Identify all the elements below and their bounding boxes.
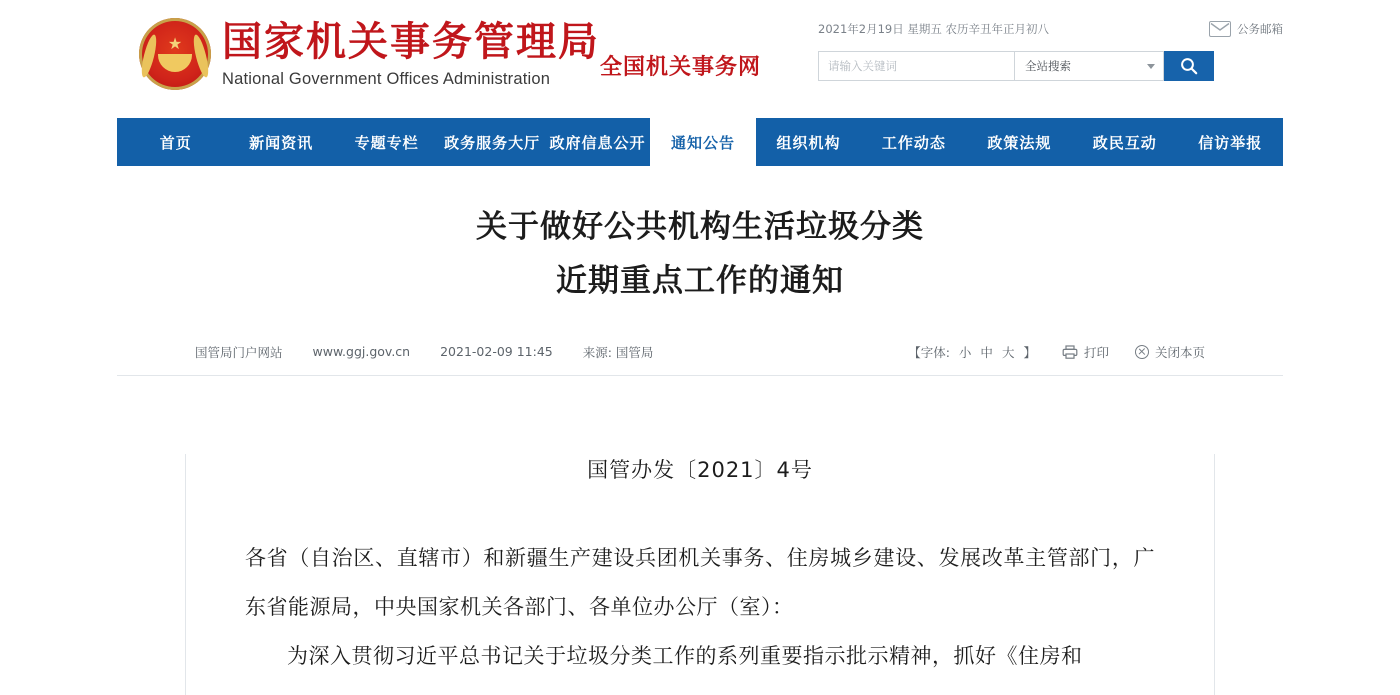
national-emblem-icon: ★ bbox=[139, 18, 211, 90]
font-size-label-end: 】 bbox=[1023, 344, 1036, 360]
close-circle-icon bbox=[1135, 345, 1149, 359]
nav-item-8[interactable]: 政策法规 bbox=[987, 133, 1052, 152]
search-icon bbox=[1179, 56, 1199, 76]
nav-item-5[interactable]: 通知公告 bbox=[650, 118, 755, 166]
meta-datetime: 2021-02-09 11:45 bbox=[440, 344, 553, 359]
nav-item-1[interactable]: 新闻资讯 bbox=[249, 133, 314, 152]
nav-item-6[interactable]: 组织机构 bbox=[776, 133, 841, 152]
search-input[interactable] bbox=[818, 51, 1014, 81]
site-header bbox=[117, 0, 1283, 118]
current-date-text: 2021年2月19日 星期五 农历辛丑年正月初八 bbox=[818, 22, 1050, 36]
site-title-cn: 国家机关事务管理局 bbox=[222, 19, 600, 65]
nav-item-7[interactable]: 工作动态 bbox=[881, 133, 946, 152]
search-scope-select[interactable] bbox=[1014, 51, 1164, 81]
meta-source-site: 国管局门户网站 bbox=[195, 344, 283, 360]
site-search bbox=[818, 51, 1283, 81]
header-top-row bbox=[818, 18, 1283, 40]
envelope-icon bbox=[1209, 21, 1231, 37]
close-page-label: 关闭本页 bbox=[1154, 344, 1205, 360]
nav-item-10[interactable]: 信访举报 bbox=[1198, 133, 1263, 152]
font-size-small[interactable]: 小 bbox=[958, 344, 972, 360]
nav-item-4[interactable]: 政府信息公开 bbox=[549, 133, 646, 152]
sub-brand-label: 全国机关事务网 bbox=[600, 55, 762, 80]
search-button[interactable] bbox=[1164, 51, 1214, 81]
printer-icon bbox=[1062, 345, 1078, 358]
document-body bbox=[140, 454, 1260, 682]
font-size-control bbox=[908, 343, 1036, 361]
official-mail-link[interactable] bbox=[1209, 21, 1283, 37]
search-scope-label: 全站搜索 bbox=[1025, 59, 1071, 73]
main-navigation bbox=[117, 118, 1283, 166]
print-label: 打印 bbox=[1083, 344, 1109, 360]
meta-source-label: 来源: 国管局 bbox=[582, 344, 654, 360]
meta-divider bbox=[117, 375, 1283, 376]
font-size-medium[interactable]: 中 bbox=[980, 344, 993, 360]
nav-item-0[interactable]: 首页 bbox=[159, 133, 192, 152]
chevron-down-icon bbox=[1147, 64, 1155, 69]
nav-item-3[interactable]: 政务服务大厅 bbox=[444, 133, 541, 152]
official-mail-label: 公务邮箱 bbox=[1237, 22, 1283, 36]
article-meta-bar bbox=[117, 343, 1283, 361]
site-title-en: National Government Offices Administration bbox=[222, 70, 551, 88]
header-utility-area bbox=[818, 18, 1283, 81]
site-title-block[interactable] bbox=[222, 20, 600, 89]
page-title-line-1: 关于做好公共机构生活垃圾分类 bbox=[476, 209, 924, 245]
page-title bbox=[117, 200, 1283, 309]
document-paragraph-1: 各省（自治区、直辖市）和新疆生产建设兵团机关事务、住房城乡建设、发展改革主管部门，广东省能源局，中央国家机关各部门、各单位办公厅（室）： bbox=[245, 545, 1155, 619]
document-paragraph-2: 为深入贯彻习近平总书记关于垃圾分类工作的系列重要指示批示精神，抓好《住房和 bbox=[287, 644, 1083, 669]
page-title-line-2: 近期重点工作的通知 bbox=[556, 263, 844, 300]
meta-domain: www.ggj.gov.cn bbox=[312, 344, 411, 359]
font-size-large[interactable]: 大 bbox=[1001, 344, 1015, 360]
close-page-button[interactable] bbox=[1135, 343, 1205, 361]
print-button[interactable] bbox=[1062, 343, 1109, 361]
document-number: 国管办发〔2021〕4号 bbox=[587, 457, 813, 482]
font-size-label: 【字体: bbox=[908, 344, 950, 360]
page-content-area bbox=[117, 0, 1283, 695]
nav-item-9[interactable]: 政民互动 bbox=[1092, 133, 1157, 152]
nav-item-2[interactable]: 专题专栏 bbox=[354, 133, 419, 152]
